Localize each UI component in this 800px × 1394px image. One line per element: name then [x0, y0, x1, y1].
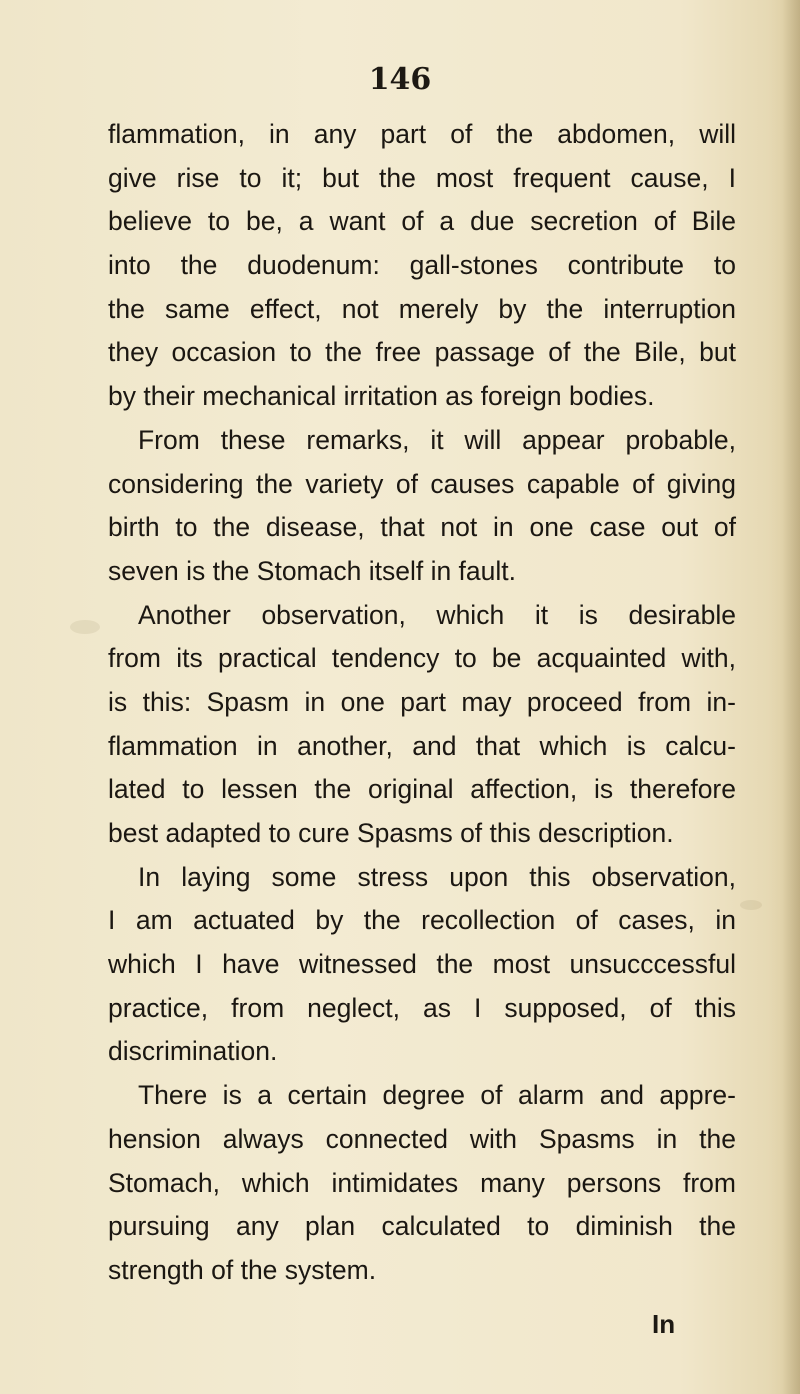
text-line: I am actuated by the recollection of cases, in: [108, 905, 736, 936]
text-line: believe to be, a want of a due secretion of Bile: [108, 206, 736, 237]
text-line: seven is the Stomach itself in fault.: [108, 555, 517, 586]
text-line: best adapted to cure Spasms of this description.: [108, 818, 674, 848]
text-line: In laying some stress upon this observation,: [138, 861, 736, 892]
text-line: flammation in another, and that which is calcu-: [108, 730, 736, 761]
paper-stain: [70, 620, 100, 634]
text-line: Another observation, which it is desirable: [138, 599, 736, 630]
catchword: In: [652, 1309, 676, 1339]
text-line: Stomach, which intimidates many persons from: [108, 1167, 736, 1198]
text-line: which I have witnessed the most unsucccessful: [108, 949, 736, 980]
text-line: is this: Spasm in one part may proceed from in-: [108, 686, 736, 717]
text-line: from its practical tendency to be acquainted with,: [108, 643, 736, 674]
text-line: pursuing any plan calculated to diminish the: [108, 1211, 736, 1242]
text-line: they occasion to the free passage of the Bile, but: [108, 337, 736, 368]
text-line: give rise to it; but the most frequent cause, I: [108, 162, 736, 193]
text-line: flammation, in any part of the abdomen, will: [108, 119, 736, 149]
text-line: by their mechanical irritation as foreign bodies.: [108, 381, 655, 412]
text-line: lated to lessen the original affection, is therefore: [108, 774, 736, 805]
text-line: discrimination.: [108, 1036, 278, 1067]
paper-stain: [740, 900, 762, 910]
text-line: strength of the system.: [108, 1254, 377, 1285]
text-line: considering the variety of causes capable of giving: [108, 468, 736, 499]
text-line: birth to the disease, that not in one case out of: [108, 512, 736, 543]
text-line: practice, from neglect, as I supposed, of this: [108, 992, 736, 1023]
text-line: the same effect, not merely by the interruption: [108, 293, 736, 324]
page-number: 146: [368, 62, 432, 97]
text-line: into the duodenum: gall-stones contribute to: [108, 250, 736, 281]
text-line: hension always connected with Spasms in the: [108, 1123, 736, 1154]
body-text: [108, 113, 736, 1293]
text-line: From these remarks, it will appear probable,: [138, 424, 736, 455]
page-edge-shadow: [782, 0, 800, 1394]
text-line: There is a certain degree of alarm and appre-: [138, 1080, 736, 1111]
